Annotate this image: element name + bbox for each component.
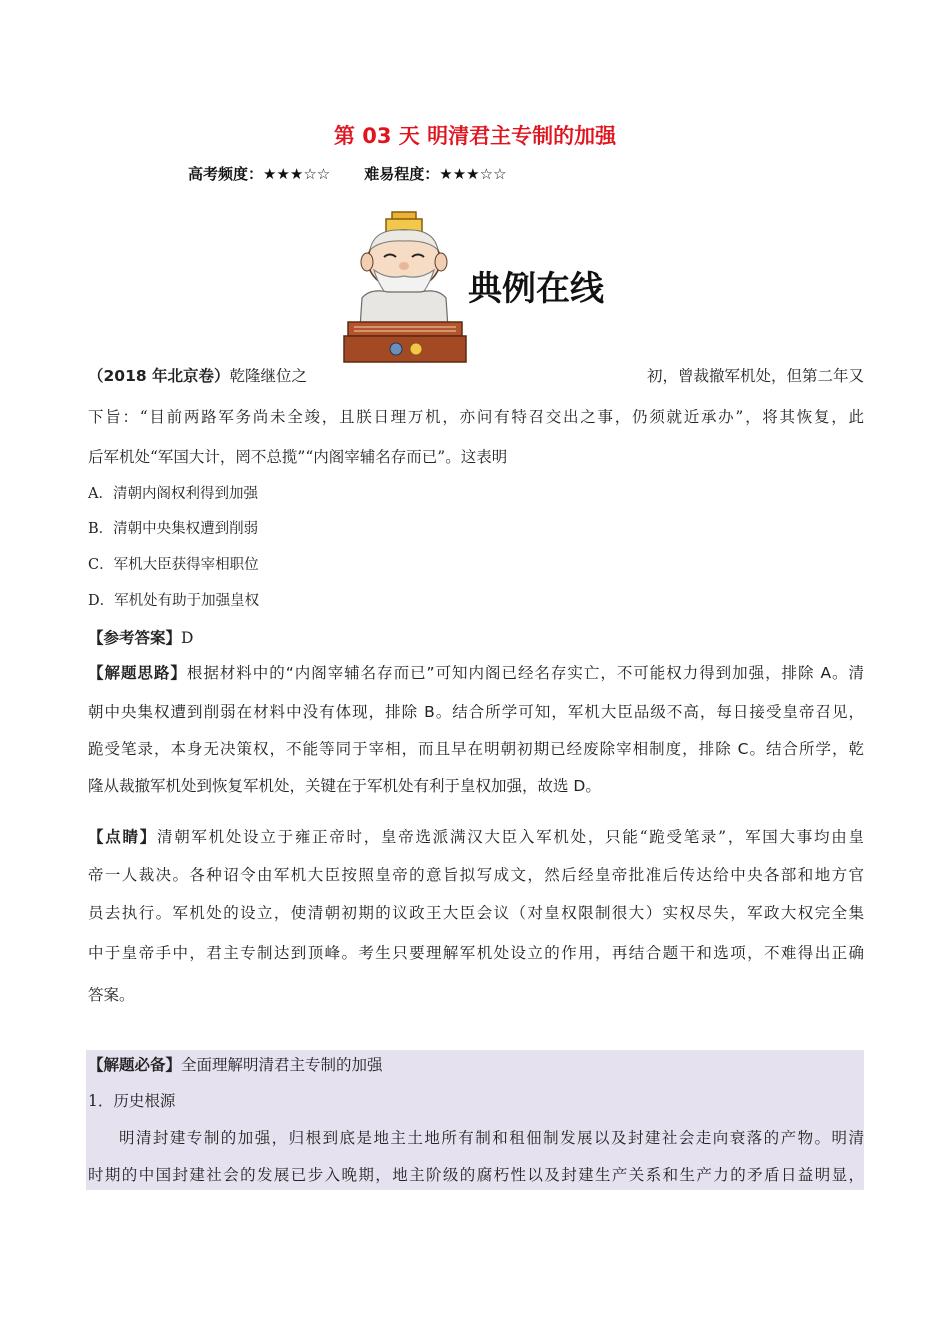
confucius-mascot-illustration [340,210,620,365]
essentials-heading: 【解题必备】全面理解明清君主专制的加强 [88,1055,383,1074]
guqin [348,322,462,336]
ratings-row [188,163,507,184]
option-c: C．军机大臣获得宰相职位 [88,557,259,573]
analysis-line-1: 【解题思路】根据材料中的“内阁宰辅名存而已”可知内阁已经名存实亡，不可能权力得到加强，排除 A。清 [88,664,864,682]
essentials-paragraph-line-2: 时期的中国封建社会的发展已步入晚期，地主阶级的腐朽性以及封建生产关系和生产力的矛盾日益明显， [88,1166,864,1184]
answer-label: 【参考答案】 [88,628,182,647]
reference-answer [88,627,864,649]
table-ornament [410,343,422,355]
question-source: （2018 年北京卷） [88,367,230,385]
option-b: B．清朝中央集权遭到削弱 [88,521,259,537]
question-text-end: 初，曾裁撤军机处，但第二年又 [646,367,864,385]
difficulty-stars: ★★★☆☆ [439,165,507,183]
tip-line-4: 中于皇帝手中，君主专制达到顶峰。考生只要理解军机处设立的作用，再结合题干和选项，不难得出正确 [88,944,864,962]
analysis-line-2: 朝中央集权遭到削弱在材料中没有体现，排除 B。结合所学可知，军机大臣品级不高，每日接受皇帝召见， [88,703,864,721]
tip-label: 【点睛】 [88,827,157,846]
option-a: A．清朝内阁权利得到加强 [88,486,258,502]
option-d: D．军机处有助于加强皇权 [88,593,260,609]
difficulty-label: 难易程度： [364,165,440,183]
tip-line-2: 帝一人裁决。各种诏令由军机大臣按照皇帝的意旨拟写成文，然后经皇帝批准后传达给中央各部和地方官 [88,866,864,884]
frequency-label: 高考频度： [188,165,264,183]
essentials-label: 【解题必备】 [88,1055,182,1074]
analysis-line-4: 隆从裁撤军机处到恢复军机处，关键在于军机处有利于皇权加强，故选 D。 [88,777,601,795]
table-ornament [390,343,402,355]
tip-line-3: 员去执行。军机处的设立，使清朝初期的议政王大臣会议（对皇权限制很大）实权尽失，军政大权完全集 [88,904,864,922]
question-line-3: 后军机处“军国大计，罔不总揽”“内阁宰辅名存而已”。这表明 [88,448,508,466]
left-ear [361,253,373,271]
frequency-stars: ★★★☆☆ [263,165,331,183]
answer-value: D [181,629,194,647]
table [344,336,466,362]
right-ear [435,253,447,271]
nose [399,262,409,270]
question-text-start: 乾隆继位之 [229,367,308,385]
tip-line-5: 答案。 [88,986,135,1004]
analysis-label: 【解题思路】 [88,664,187,682]
analysis-line-3: 跪受笔录，本身无决策权，不能等同于宰相，而且早在明朝初期已经废除宰相制度，排除 C。结合所学，乾 [88,740,864,758]
banner-text: 典例在线 [468,269,604,309]
essentials-paragraph-line-1: 明清封建专制的加强，归根到底是地主土地所有制和租佃制发展以及封建社会走向衰落的产物。明清 [119,1129,864,1147]
question-line-2: 下旨：“目前两路军务尚未全竣，且朕日理万机，亦问有特召交出之事，仍须就近承办”，将其恢复，此 [88,408,864,426]
essentials-section-1: 1．历史根源 [88,1092,176,1110]
tip-line-1: 【点睛】清朝军机处设立于雍正帝时，皇帝选派满汉大臣入军机处，只能“跪受笔录”，军国大事均由皇 [88,827,864,846]
page-title: 第 03 天 明清君主专制的加强 [333,124,617,148]
question-line-1 [88,365,864,387]
